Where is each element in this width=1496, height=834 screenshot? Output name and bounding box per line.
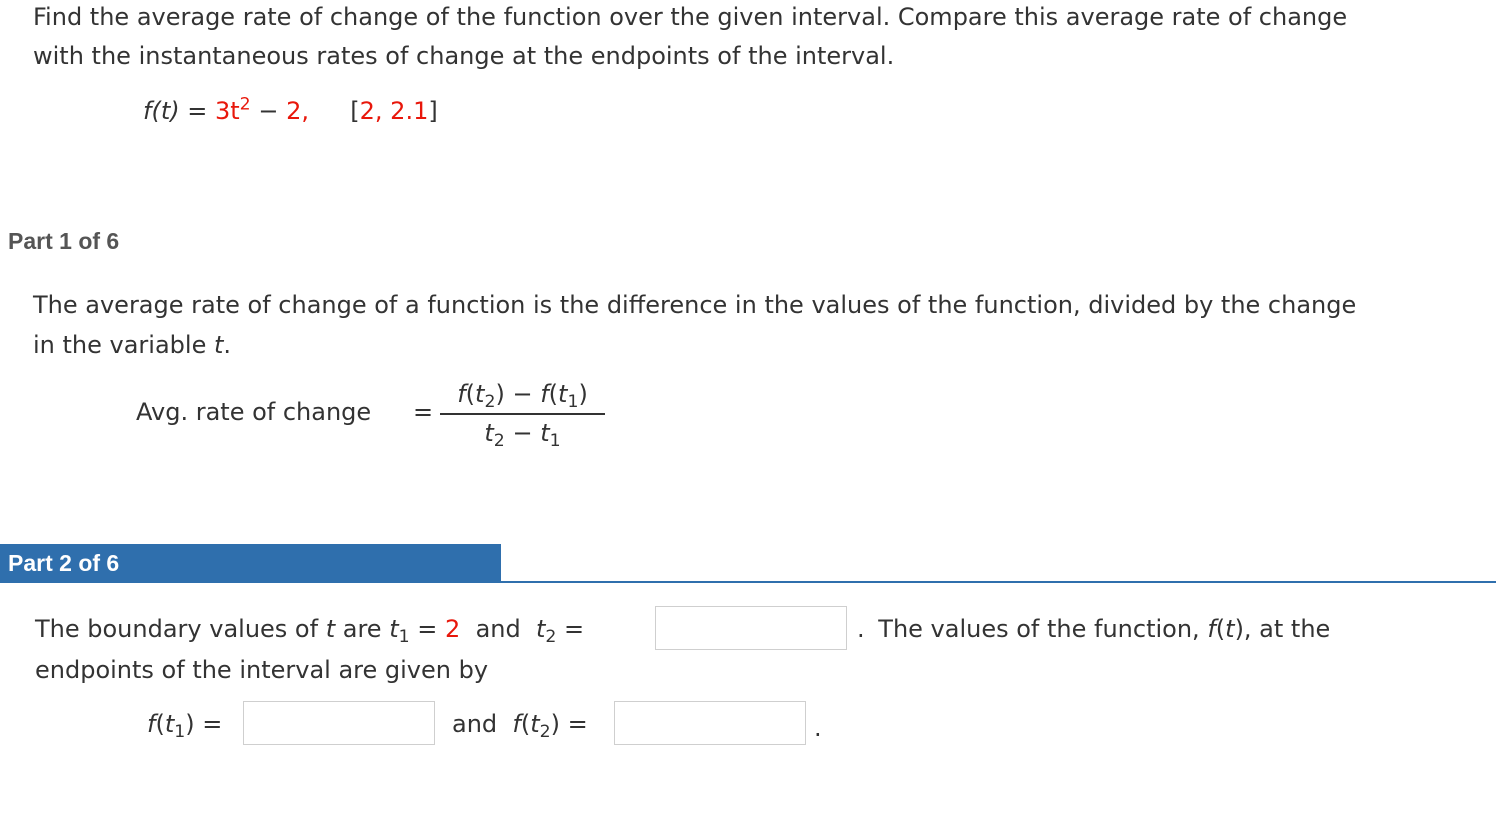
function-constant: 2, — [286, 97, 309, 125]
and-word-2: and — [452, 710, 498, 738]
avg-rate-equals: = — [413, 398, 434, 426]
problem-statement-line2: with the instantaneous rates of change at the endpoints of the interval. — [33, 42, 895, 70]
den-minus: − — [512, 419, 533, 447]
problem-statement-line1: Find the average rate of change of the function over the given interval. Compare this average rate of change — [33, 3, 1348, 31]
end-period: . — [814, 714, 822, 742]
t2-var: t — [535, 615, 546, 643]
and-word-1: and — [475, 615, 521, 643]
t2-equals: = — [564, 615, 585, 643]
function-lhs: f(t) — [143, 97, 180, 125]
t1-var: t — [389, 615, 399, 643]
function-minus: − — [258, 97, 279, 125]
part1-line2-prefix: in the variable — [33, 331, 214, 359]
part2-label: Part 2 of 6 — [8, 550, 120, 576]
num-t1: t — [558, 380, 568, 408]
den-t2: t — [484, 419, 494, 447]
function-equals: = — [187, 97, 208, 125]
sent2-fn: f — [1207, 615, 1216, 643]
interval-open: [ — [350, 97, 360, 125]
num-t2: t — [475, 380, 485, 408]
ft1-equals: = — [202, 710, 223, 738]
t1-value: 2 — [445, 615, 461, 643]
ft2-label: and $f(t_2)$ = — [452, 710, 588, 743]
interval-close: ] — [428, 97, 438, 125]
fraction-numerator: $f(t_2) - f(t_1)$ — [457, 380, 588, 413]
function-exponent: 2 — [239, 94, 251, 115]
den-sub2: 2 — [493, 431, 505, 452]
interval-start: 2, — [359, 97, 383, 125]
num-sub1: 1 — [567, 392, 579, 413]
part1-line2-suffix: . — [223, 331, 232, 359]
ft1-sub: 1 — [174, 722, 186, 743]
sent2-prefix: The values of the function, — [878, 615, 1208, 643]
avg-rate-fraction — [440, 376, 605, 451]
t1-equals: = — [417, 615, 438, 643]
den-sub1: 1 — [549, 431, 561, 452]
ft1-f: f — [147, 710, 156, 738]
part2-sentence1 — [35, 609, 584, 649]
den-t1: t — [540, 419, 550, 447]
interval — [350, 97, 437, 125]
part2-sentence-line2: endpoints of the interval are given by — [35, 656, 489, 684]
part1-explanation-line2 — [33, 325, 231, 365]
num-f1: f — [540, 380, 549, 408]
num-f2: f — [457, 380, 466, 408]
ft2-answer-input[interactable] — [614, 701, 806, 745]
part1-label: Part 1 of 6 — [8, 228, 120, 254]
sent2-suffix: ), at the — [1234, 615, 1331, 643]
part1-line2-var: t — [213, 331, 224, 359]
interval-end: 2.1 — [390, 97, 429, 125]
sent2-dot: . — [857, 615, 865, 643]
ft2-f: f — [512, 710, 521, 738]
fraction-denominator — [440, 415, 605, 451]
sent1-var: t — [325, 615, 336, 643]
num-minus: − — [512, 380, 533, 408]
sent1-are: are — [335, 615, 390, 643]
avg-rate-label: Avg. rate of change — [136, 398, 372, 426]
ft2-equals: = — [567, 710, 588, 738]
sent1-prefix: The boundary values of — [35, 615, 326, 643]
sent2-paren: ( — [1215, 615, 1226, 643]
num-sub2: 2 — [484, 392, 496, 413]
part2-divider — [0, 581, 1496, 583]
t2-answer-input[interactable] — [655, 606, 847, 650]
sent2-var: t — [1225, 615, 1235, 643]
t2-sub: 2 — [545, 627, 557, 648]
t1-sub: 1 — [398, 627, 410, 648]
ft2-sub: 2 — [539, 722, 551, 743]
ft2-t: t — [530, 710, 540, 738]
part2-sentence2 — [857, 609, 1330, 649]
function-coefficient-term — [214, 94, 251, 125]
ft1-answer-input[interactable] — [243, 701, 435, 745]
function-coef: 3t — [214, 97, 240, 125]
ft1-label: $f(t_1)$ = — [147, 710, 223, 743]
ft1-t: t — [164, 710, 175, 738]
function-definition — [143, 91, 438, 131]
part1-explanation-line1: The average rate of change of a function is the difference in the values of the function, divided by the change — [33, 291, 1357, 319]
